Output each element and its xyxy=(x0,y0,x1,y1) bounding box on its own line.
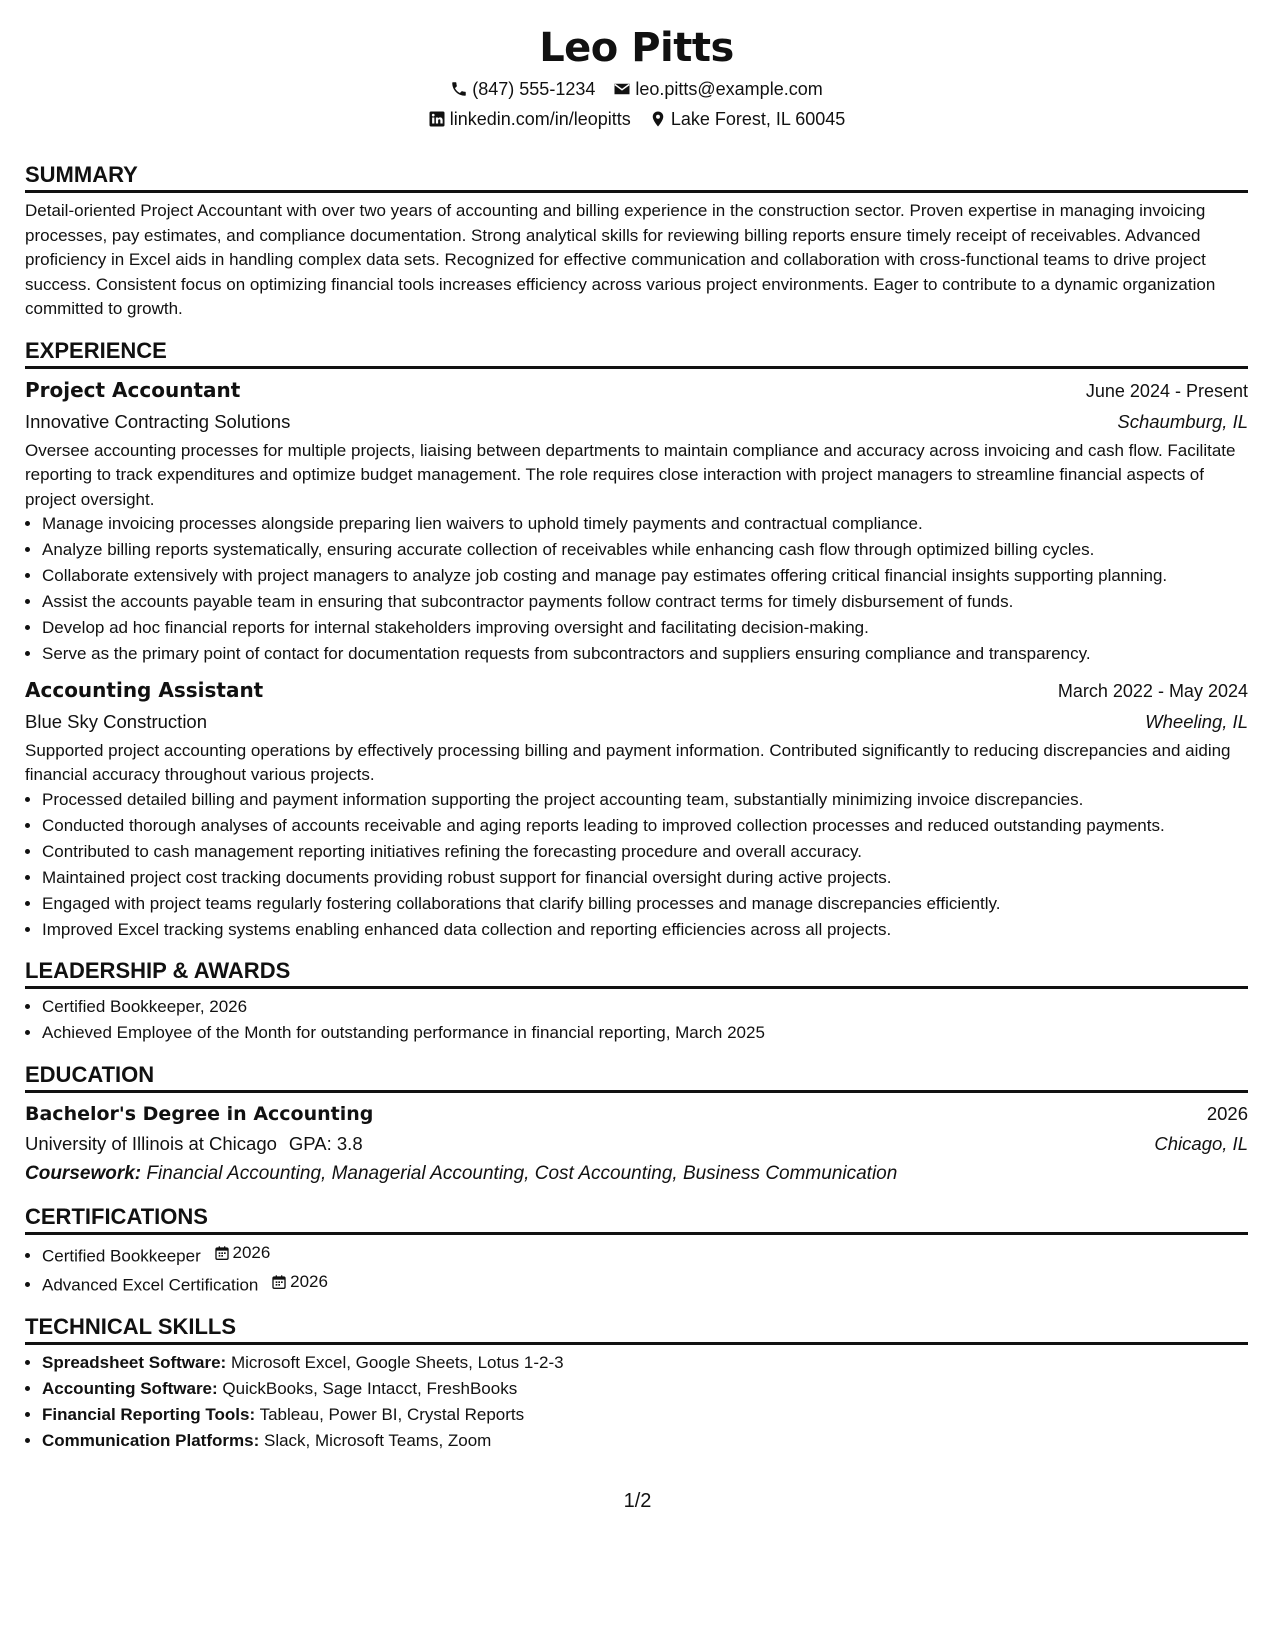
certification-year: 2026 xyxy=(232,1242,271,1262)
coursework xyxy=(25,1159,1248,1188)
job-title: Accounting Assistant xyxy=(25,677,264,702)
location-text: Lake Forest, IL 60045 xyxy=(670,109,846,129)
job-location: Schaumburg, IL xyxy=(1117,410,1248,432)
map-pin-icon xyxy=(649,110,667,128)
skill-value: QuickBooks, Sage Intacct, FreshBooks xyxy=(222,1378,518,1398)
school-info xyxy=(25,1129,363,1158)
gpa: GPA: 3.8 xyxy=(288,1132,363,1154)
list-item: • Manage invoicing processes alongside preparing lien waivers to uphold timely payments and contractual compliance. xyxy=(42,512,1248,537)
awards-section xyxy=(25,956,1248,1046)
skills-list xyxy=(25,1351,1248,1454)
job-dates: March 2022 - May 2024 xyxy=(1057,680,1248,701)
experience-section xyxy=(25,336,1248,943)
section-title-skills: TECHNICAL SKILLS xyxy=(25,1312,1248,1345)
calendar-icon xyxy=(271,1274,287,1290)
job-company-row xyxy=(25,407,1248,437)
list-item: • Contributed to cash management reporting initiatives refining the forecasting procedure and overall accuracy. xyxy=(42,840,1248,865)
list-item: • Conducted thorough analyses of accounts receivable and aging reports leading to improved collection processes and reduced outstanding payments. xyxy=(42,814,1248,839)
education-degree-row xyxy=(25,1099,1248,1129)
summary-section xyxy=(25,160,1248,322)
list-item: • Certified Bookkeeper, 2026 xyxy=(42,995,1248,1020)
list-item xyxy=(42,1377,1248,1402)
email-contact[interactable] xyxy=(613,74,822,104)
job-bullets xyxy=(25,512,1248,667)
list-item: • Processed detailed billing and payment information supporting the project accounting team, substantially minimizing invoice discrepancies. xyxy=(42,788,1248,813)
degree-name: Bachelor's Degree in Accounting xyxy=(25,1102,374,1125)
section-title-education: EDUCATION xyxy=(25,1060,1248,1093)
list-item: • Improved Excel tracking systems enabling enhanced data collection and reporting efficiencies across all projects. xyxy=(42,918,1248,943)
phone-contact xyxy=(450,74,595,104)
skill-value: Tableau, Power BI, Crystal Reports xyxy=(259,1404,525,1424)
degree-year: 2026 xyxy=(1206,1102,1248,1124)
certifications-section xyxy=(25,1202,1248,1298)
list-item xyxy=(42,1429,1248,1454)
education-section xyxy=(25,1060,1248,1188)
certification-name: Advanced Excel Certification xyxy=(42,1275,259,1294)
linkedin-icon xyxy=(428,110,446,128)
job-location: Wheeling, IL xyxy=(1145,710,1248,732)
job-company: Innovative Contracting Solutions xyxy=(25,410,291,432)
job-company-row xyxy=(25,707,1248,737)
list-item: • Assist the accounts payable team in ensuring that subcontractor payments follow contract terms for timely disbursement of funds. xyxy=(42,590,1248,615)
job-description: Oversee accounting processes for multiple projects, liaising between departments to maintain compliance and accuracy across invoicing and cash flow. Facilitate reporting to track expenditures and optimize budget management. The role requires close interaction with project managers to streamline financial aspects of project oversight. xyxy=(25,440,1236,509)
list-item: • Collaborate extensively with project managers to analyze job costing and manage pay estimates offering critical financial insights supporting planning. xyxy=(42,564,1248,589)
job-header-row xyxy=(25,675,1248,707)
job-header-row xyxy=(25,375,1248,407)
section-title-certifications: CERTIFICATIONS xyxy=(25,1202,1248,1235)
skill-label: Communication Platforms: xyxy=(42,1430,260,1450)
job-description: Supported project accounting operations by effectively processing billing and payment information. Contributed significantly to reducing discrepancies and aiding financial accuracy throughout various projects. xyxy=(25,740,1231,784)
list-item: • Analyze billing reports systematically, ensuring accurate collection of receivables while enhancing cash flow through optimized billing cycles. xyxy=(42,538,1248,563)
skill-value: Microsoft Excel, Google Sheets, Lotus 1-2-3 xyxy=(230,1352,564,1372)
email-address[interactable]: leo.pitts@example.com xyxy=(635,79,823,99)
certification-name: Certified Bookkeeper xyxy=(42,1245,201,1265)
contact-line-1 xyxy=(25,74,1248,104)
list-item: • Develop ad hoc financial reports for internal stakeholders improving oversight and facilitating decision-making. xyxy=(42,616,1248,641)
location-contact xyxy=(649,104,845,134)
candidate-name: Leo Pitts xyxy=(539,25,734,71)
skill-value: Slack, Microsoft Teams, Zoom xyxy=(263,1430,492,1450)
resume-page xyxy=(25,22,1248,1455)
skill-label: Spreadsheet Software: xyxy=(42,1352,227,1372)
list-item xyxy=(42,1270,1248,1298)
skill-label: Accounting Software: xyxy=(42,1378,218,1398)
list-item xyxy=(42,1241,1248,1269)
job-dates: June 2024 - Present xyxy=(1085,380,1248,401)
list-item: • Engaged with project teams regularly fostering collaborations that clarify billing processes and manage discrepancies efficiently. xyxy=(42,892,1248,917)
list-item: • Serve as the primary point of contact for documentation requests from subcontractors and suppliers ensuring compliance and transparency. xyxy=(42,642,1248,667)
list-item: • Maintained project cost tracking documents providing robust support for financial oversight during active projects. xyxy=(42,866,1248,891)
job-title: Project Accountant xyxy=(25,377,241,402)
school-name: University of Illinois at Chicago xyxy=(25,1132,277,1154)
resume-header xyxy=(25,22,1248,134)
summary-text: Detail-oriented Project Accountant with over two years of accounting and billing experience in the construction sector. Proven expertise in managing invoicing processes, pay estimates, and compliance documentation. Strong analytical skills for reviewing billing reports ensure timely receipt of receivables. Advanced proficiency in Excel aids in handling complex data sets. Recognized for effective communication and collaboration with cross-functional teams to drive project success. Consistent focus on optimizing financial tools increases efficiency across various project environments. Eager to contribute to a dynamic organization committed to growth. xyxy=(25,201,1216,318)
contact-line-2 xyxy=(25,104,1248,134)
job-entry xyxy=(25,375,1248,667)
coursework-label: Coursework: xyxy=(25,1162,142,1184)
calendar-icon xyxy=(214,1245,230,1261)
list-item: • Achieved Employee of the Month for outstanding performance in financial reporting, March 2025 xyxy=(42,1021,1248,1046)
phone-number: (847) 555-1234 xyxy=(472,79,596,99)
coursework-list: Financial Accounting, Managerial Accounting, Cost Accounting, Business Communication xyxy=(146,1162,898,1184)
school-location: Chicago, IL xyxy=(1154,1132,1248,1154)
section-title-awards: LEADERSHIP & AWARDS xyxy=(25,956,1248,989)
section-title-experience: EXPERIENCE xyxy=(25,336,1248,369)
certification-date xyxy=(271,1270,328,1295)
job-company: Blue Sky Construction xyxy=(25,710,208,732)
list-item xyxy=(42,1351,1248,1376)
section-title-summary: SUMMARY xyxy=(25,160,1248,193)
certification-date xyxy=(214,1241,271,1266)
linkedin-contact[interactable] xyxy=(428,104,631,134)
skills-section xyxy=(25,1312,1248,1454)
awards-list xyxy=(25,995,1248,1046)
certification-year: 2026 xyxy=(290,1271,328,1291)
phone-icon xyxy=(450,80,468,98)
education-school-row xyxy=(25,1129,1248,1159)
linkedin-url[interactable]: linkedin.com/in/leopitts xyxy=(449,109,631,129)
certifications-list xyxy=(25,1241,1248,1298)
envelope-icon xyxy=(613,80,631,98)
job-bullets xyxy=(25,788,1248,943)
list-item xyxy=(42,1403,1248,1428)
job-entry xyxy=(25,675,1248,943)
skill-label: Financial Reporting Tools: xyxy=(42,1404,256,1424)
page-number: 1/2 xyxy=(623,1490,652,1512)
